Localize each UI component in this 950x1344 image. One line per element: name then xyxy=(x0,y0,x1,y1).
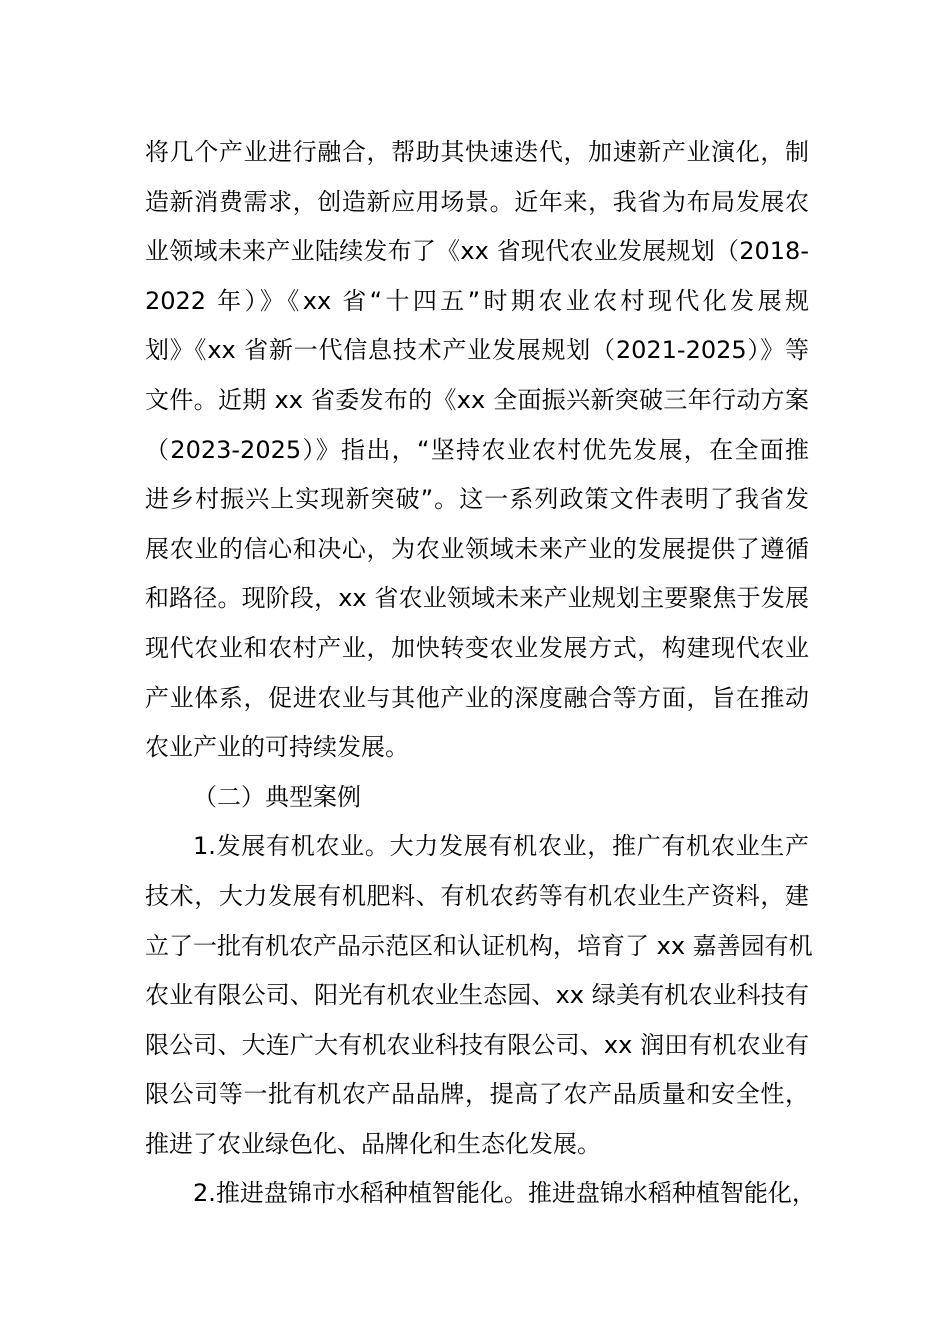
paragraph-line: 2.推进盘锦市水稻种植智能化。推进盘锦水稻种植智能化， xyxy=(193,1179,816,1208)
paragraph-line: 技术，大力发展有机肥料、有机农药等有机农业生产资料，建 xyxy=(145,881,809,910)
paragraph-line: 立了一批有机农产品示范区和认证机构，培育了 xx 嘉善园有机 xyxy=(145,931,813,960)
paragraph-line: 农业产业的可持续发展。 xyxy=(145,733,409,762)
paragraph-line: 推进了农业绿色化、品牌化和生态化发展。 xyxy=(145,1129,601,1158)
paragraph-line: 文件。近期 xx 省委发布的《xx 全面振兴新突破三年行动方案 xyxy=(145,385,809,414)
section-heading: （二）典型案例 xyxy=(193,782,361,811)
paragraph-line: 限公司等一批有机农产品品牌，提高了农产品质量和安全性， xyxy=(145,1080,809,1109)
paragraph-line: 和路径。现阶段，xx 省农业领域未来产业规划主要聚焦于发展 xyxy=(145,584,809,613)
paragraph-line: 现代农业和农村产业，加快转变农业发展方式，构建现代农业 xyxy=(145,633,809,662)
paragraph-line: 划》《xx 省新一代信息技术产业发展规划（2021-2025）》等 xyxy=(145,336,809,365)
paragraph-line: 进乡村振兴上实现新突破”。这一系列政策文件表明了我省发 xyxy=(145,485,809,514)
paragraph-line: 2022 年）》《xx 省“十四五”时期农业农村现代化发展规 xyxy=(145,286,809,315)
paragraph-line: （2023-2025）》指出，“坚持农业农村优先发展，在全面推 xyxy=(145,435,809,464)
document-body xyxy=(145,128,816,1219)
paragraph-line: 1.发展有机农业。大力发展有机农业，推广有机农业生产 xyxy=(193,832,809,861)
paragraph-line: 展农业的信心和决心，为农业领域未来产业的发展提供了遵循 xyxy=(145,534,809,563)
paragraph-line: 将几个产业进行融合，帮助其快速迭代，加速新产业演化，制 xyxy=(145,138,809,166)
paragraph-line: 农业有限公司、阳光有机农业生态园、xx 绿美有机农业科技有 xyxy=(145,981,809,1010)
paragraph-line: 产业体系，促进农业与其他产业的深度融合等方面，旨在推动 xyxy=(145,683,809,712)
paragraph-line: 限公司、大连广大有机农业科技有限公司、xx 润田有机农业有 xyxy=(145,1030,809,1059)
paragraph-line: 业领域未来产业陆续发布了《xx 省现代农业发展规划（2018- xyxy=(145,237,809,266)
paragraph-line: 造新消费需求，创造新应用场景。近年来，我省为布局发展农 xyxy=(145,187,809,216)
